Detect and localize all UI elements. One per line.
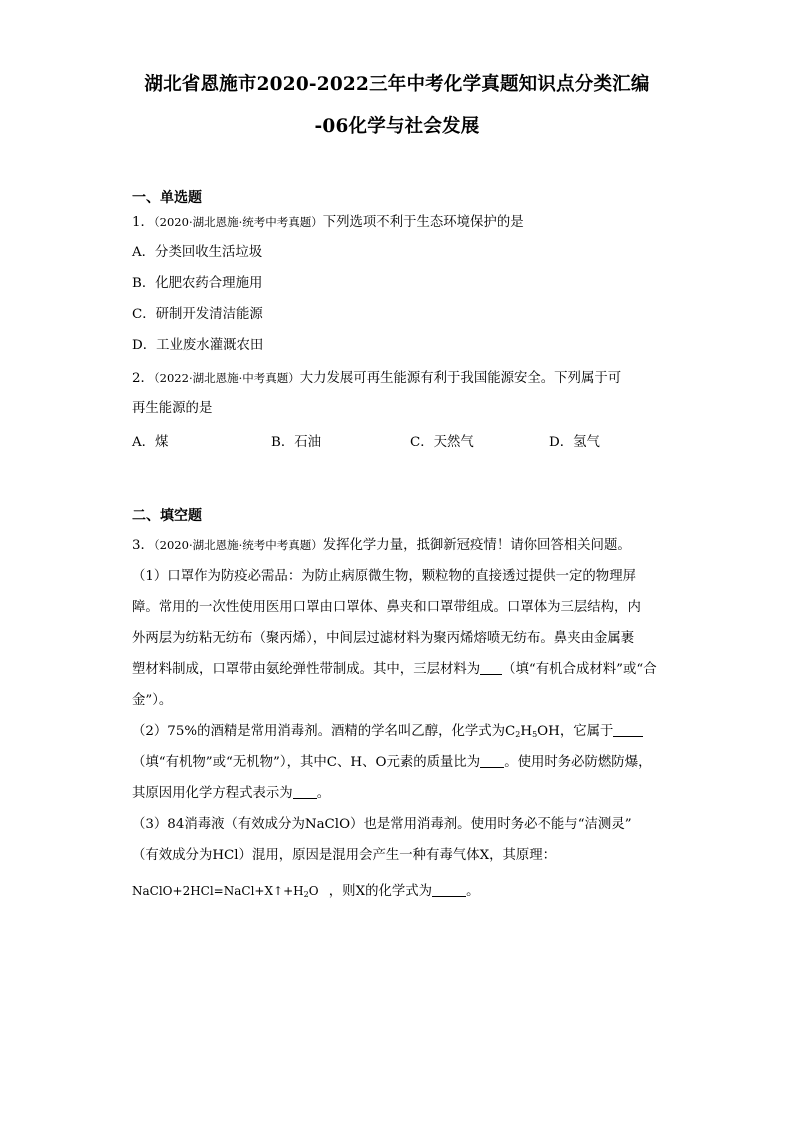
question-source: （2020·湖北恩施·统考中考真题） [153,538,323,552]
question-3-stem [132,535,631,556]
chemical-equation [132,884,319,898]
question-2-stem [132,368,621,389]
answer-blank[interactable] [480,661,502,675]
q3-part1-line3: 外两层为纺粘无纺布（聚丙烯），中间层过滤材料为聚丙烯熔喷无纺布。鼻夹由金属裹 [132,631,635,646]
q2-option-b: B．石油 [271,435,322,450]
question-1-stem [132,212,524,233]
q3-part3-line3 [132,881,479,902]
question-text: 发挥化学力量，抵御新冠疫情！请你回答相关问题。 [322,538,631,553]
q1-option-a: A．分类回收生活垃圾 [132,245,263,260]
question-text: 下列选项不利于生态环境保护的是 [322,215,524,230]
document-title-line2: -06化学与社会发展 [314,116,480,137]
q2-option-a: A．煤 [132,435,169,450]
q3-part3-text: 。 [466,884,480,899]
q2-option-c: C．天然气 [410,435,474,450]
q3-part2-text: 其原因用化学方程式表示为 [132,786,293,801]
answer-blank[interactable] [480,754,504,768]
question-text: 大力发展可再生能源有利于我国能源安全。下列属于可 [299,371,622,386]
formula-part: C [505,724,516,739]
question-source: （2022·湖北恩施·中考真题） [153,371,300,385]
q3-part2-line2 [132,753,651,773]
equation-subscript: 2 [303,890,309,899]
q3-part1-text: 塑材料制成，口罩带由氨纶弹性带制成。其中，三层材料为 [132,662,481,677]
formula-part: OH [537,724,560,739]
answer-blank[interactable] [293,785,317,799]
answer-blank[interactable] [432,883,466,897]
q3-part2-text: （填“有机物”或“无机物”），其中C、H、O元素的质量比为 [132,755,481,770]
q3-part2-line3 [132,784,330,804]
q3-part2-text: （2）75%的酒精是常用消毒剂。酒精的学名叫乙醇，化学式为 [132,724,506,739]
question-number: 2． [132,371,154,386]
document-title-line1: 湖北省恩施市2020-2022三年中考化学真题知识点分类汇编 [144,74,650,95]
question-2-stem-cont: 再生能源的是 [132,401,213,416]
q1-option-c: C．研制开发清洁能源 [132,307,263,322]
answer-blank[interactable] [613,723,643,737]
q3-part1-hint: （填“有机合成材料”或“合 [502,662,657,677]
q3-part2-text: 。 [316,786,331,801]
q3-part2-text: ，它属于 [559,724,614,739]
formula-subscript: 5 [532,730,538,739]
equation-part: O [308,884,319,898]
q2-option-d: D．氢气 [549,435,600,450]
question-source: （2020·湖北恩施·统考中考真题） [153,215,323,229]
ethanol-formula [505,724,560,739]
q3-part3-line1: （3）84消毒液（有效成分为NaClO）也是常用消毒剂。使用时务必不能与“洁测灵” [132,817,632,832]
question-number: 3． [132,538,154,553]
q3-part3-text: ，则X的化学式为 [328,884,433,899]
equation-part: NaClO+2HCl=NaCl+X↑+H [132,884,304,898]
section-heading-fill-blank: 二、填空题 [132,508,202,524]
q3-part3-line2: （有效成分为HCl）混用，原因是混用会产生一种有毒气体X，其原理： [132,848,557,863]
section-heading-single-choice: 一、单选题 [132,190,202,206]
q3-part1-line5: 金”）。 [132,693,173,708]
q1-option-d: D．工业废水灌溉农田 [132,338,264,353]
q3-part1-line1: （1）口罩作为防疫必需品：为防止病原微生物，颗粒物的直接透过提供一定的物理屏 [132,569,636,584]
q3-part2-line1 [132,722,643,742]
question-number: 1． [132,215,154,230]
formula-part: H [520,724,533,739]
q3-part1-line2: 障。常用的一次性使用医用口罩由口罩体、鼻夹和口罩带组成。口罩体为三层结构，内 [132,600,641,615]
q3-part1-line4 [132,660,657,680]
formula-subscript: 2 [515,730,521,739]
q1-option-b: B．化肥农药合理施用 [132,276,263,291]
q3-part2-text: 。使用时务必防燃防爆， [504,755,652,770]
